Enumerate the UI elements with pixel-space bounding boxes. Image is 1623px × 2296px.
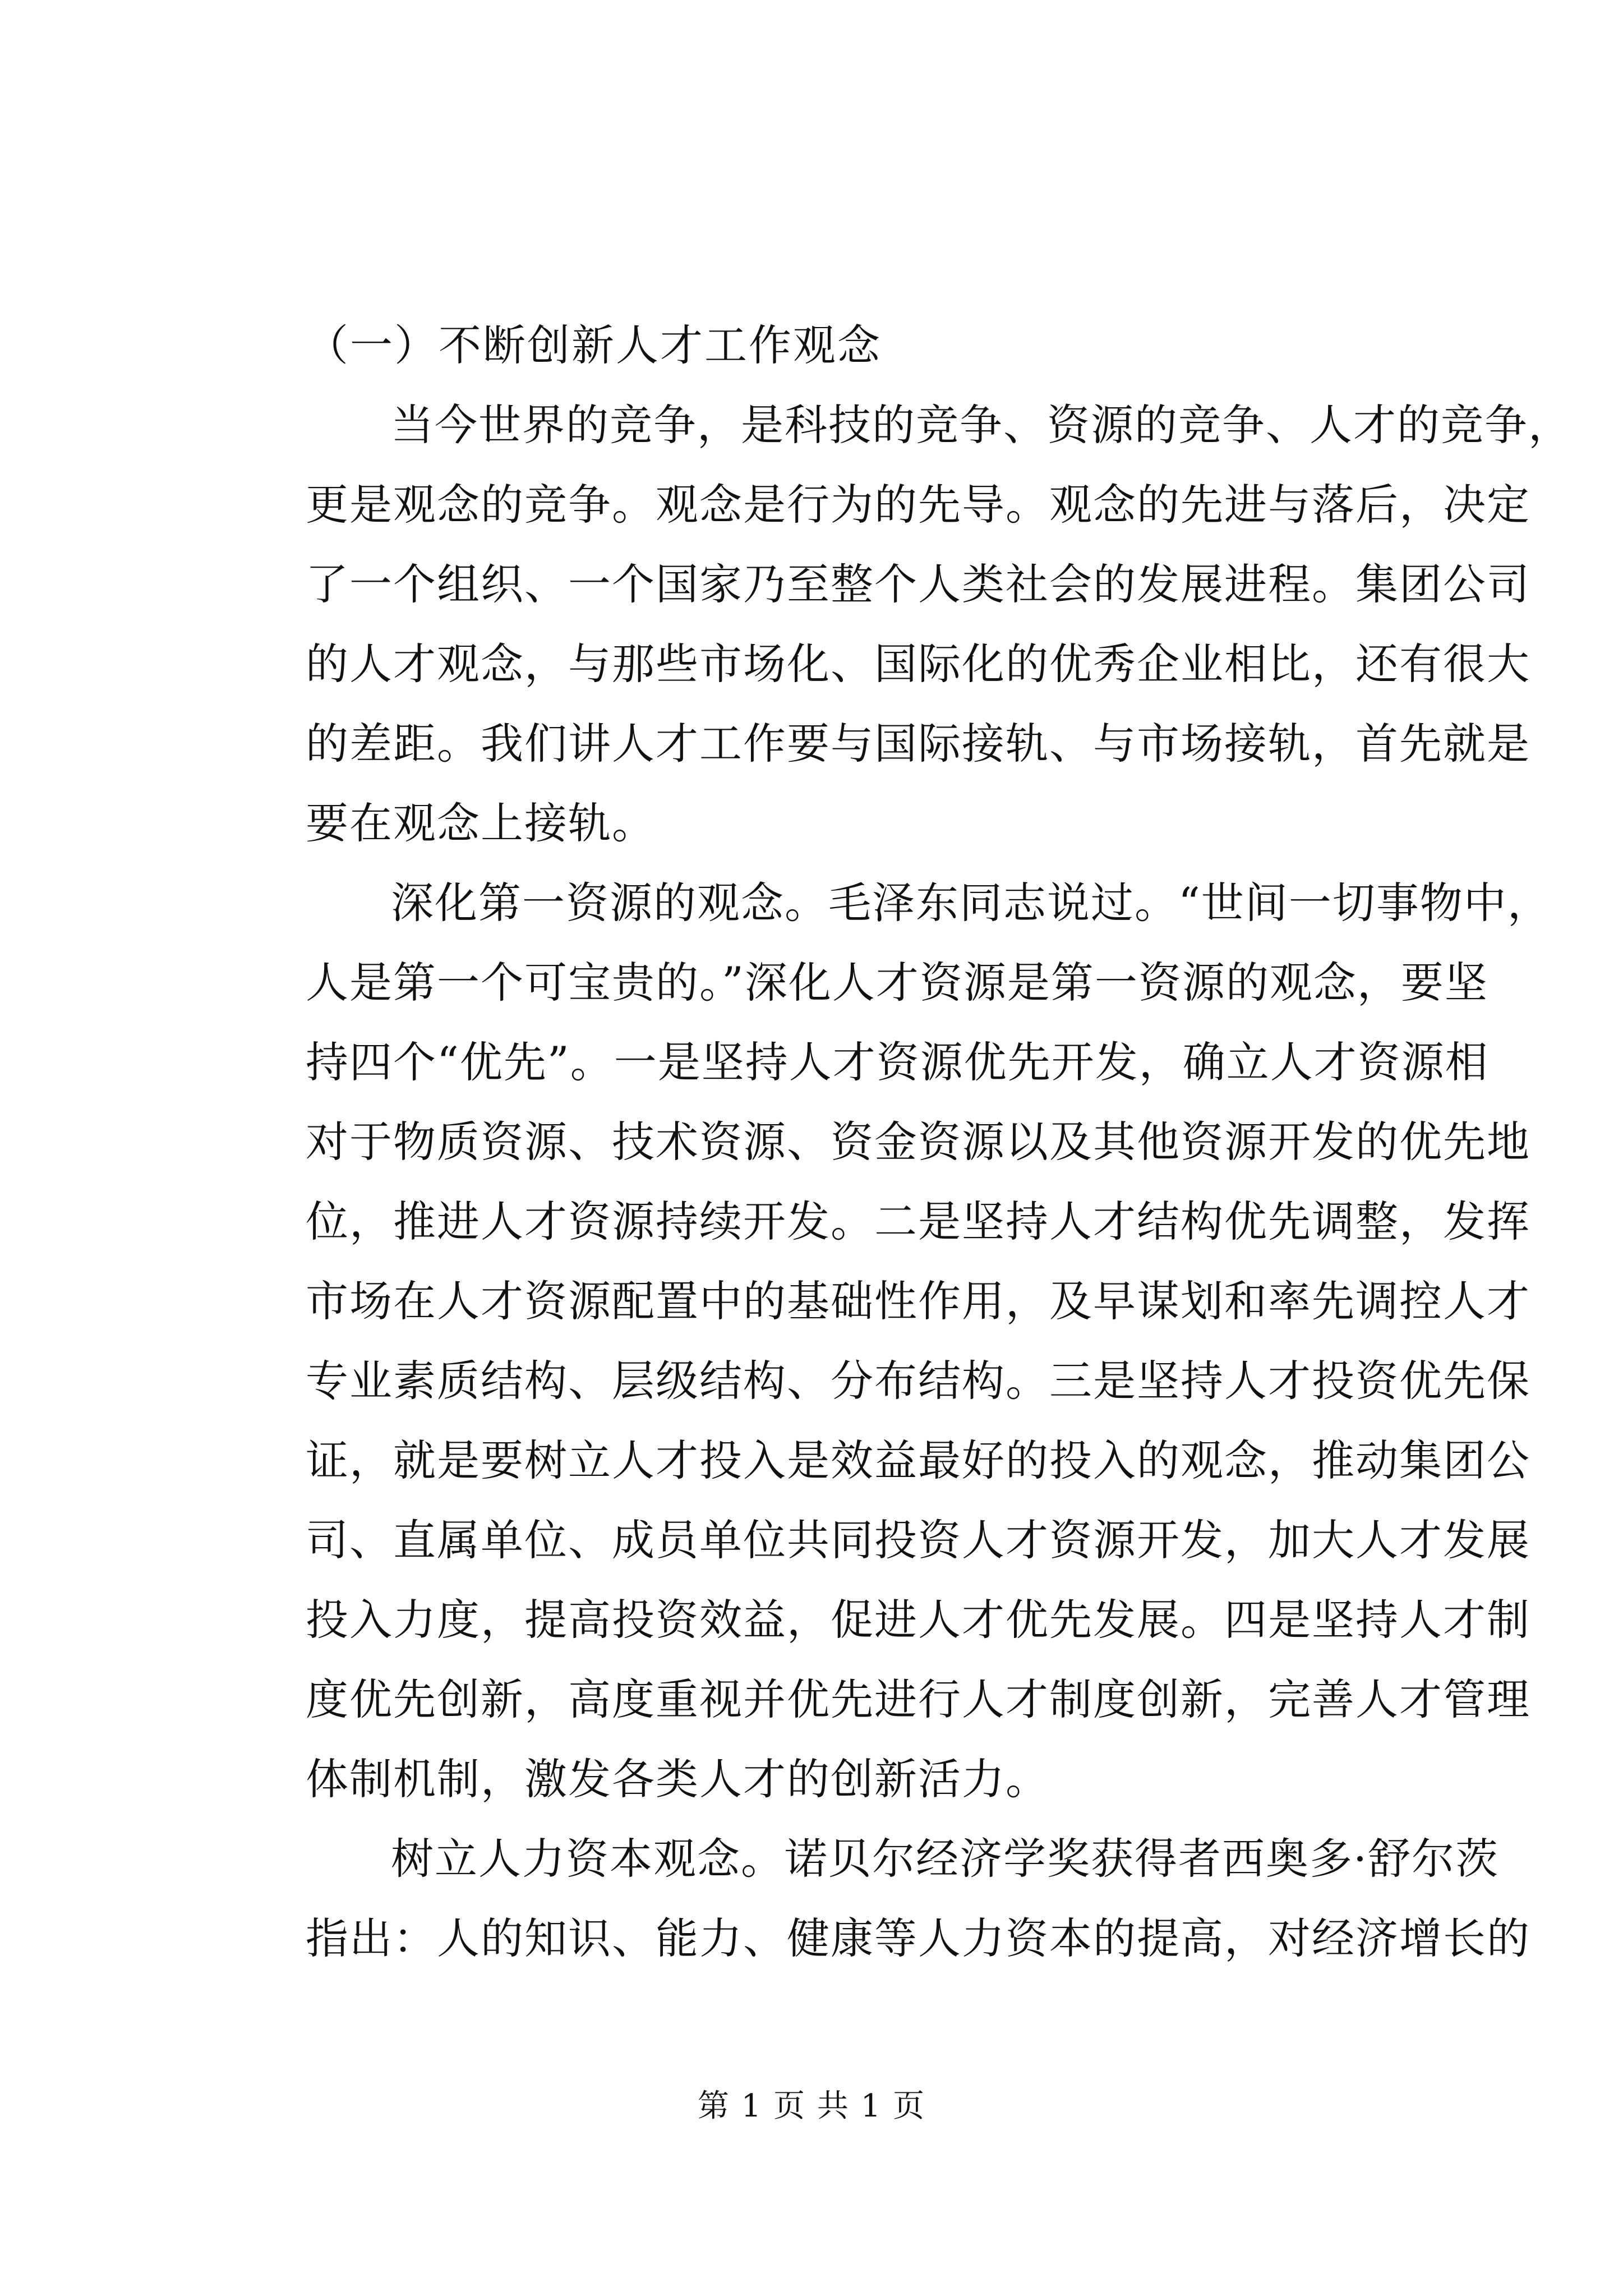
page-footer: 第 1 页 共 1 页 bbox=[697, 2088, 926, 2124]
text-line: 深化第一资源的观念。毛泽东同志说过。“世间一切事物中， bbox=[391, 878, 1551, 928]
text-line: 的差距。我们讲人才工作要与国际接轨、与市场接轨，首先就是 bbox=[306, 719, 1530, 769]
text-line: 投入力度，提高投资效益，促进人才优先发展。四是坚持人才制 bbox=[306, 1595, 1530, 1645]
paragraph bbox=[306, 863, 1551, 1819]
text-line: 持四个“优先”。一是坚持人才资源优先开发，确立人才资源相 bbox=[306, 1037, 1489, 1087]
text-line: 司、直属单位、成员单位共同投资人才资源开发，加大人才发展 bbox=[306, 1515, 1530, 1565]
text-line: 体制机制，激发各类人才的创新活力。 bbox=[306, 1754, 1049, 1804]
text-line: 对于物质资源、技术资源、资金资源以及其他资源开发的优先地 bbox=[306, 1117, 1530, 1167]
text-line: 度优先创新，高度重视并优先进行人才制度创新，完善人才管理 bbox=[306, 1674, 1530, 1724]
text-line: 树立人力资本观念。诺贝尔经济学奖获得者西奥多·舒尔茨 bbox=[391, 1834, 1500, 1884]
section-heading: （一）不断创新人才工作观念 bbox=[306, 320, 882, 370]
paragraph bbox=[306, 385, 1572, 863]
text-line: 人是第一个可宝贵的。”深化人才资源是第一资源的观念，要坚 bbox=[306, 958, 1488, 1007]
text-line: 位，推进人才资源持续开发。二是坚持人才结构优先调整，发挥 bbox=[306, 1197, 1530, 1246]
document-body bbox=[306, 306, 1572, 1978]
paragraph bbox=[306, 1819, 1530, 1978]
text-line: 市场在人才资源配置中的基础性作用，及早谋划和率先调控人才 bbox=[306, 1276, 1530, 1326]
text-line: 了一个组织、一个国家乃至整个人类社会的发展进程。集团公司 bbox=[306, 559, 1530, 609]
text-line: 当今世界的竞争，是科技的竞争、资源的竞争、人才的竞争， bbox=[391, 400, 1572, 450]
text-line: 要在观念上接轨。 bbox=[306, 798, 656, 848]
text-line: 更是观念的竞争。观念是行为的先导。观念的先进与落后，决定 bbox=[306, 480, 1530, 530]
text-line: 专业素质结构、层级结构、分布结构。三是坚持人才投资优先保 bbox=[306, 1356, 1530, 1406]
text-line: 指出：人的知识、能力、健康等人力资本的提高，对经济增长的 bbox=[306, 1913, 1530, 1963]
text-line: 证，就是要树立人才投入是效益最好的投入的观念，推动集团公 bbox=[306, 1435, 1530, 1485]
text-line: 的人才观念，与那些市场化、国际化的优秀企业相比，还有很大 bbox=[306, 639, 1530, 689]
